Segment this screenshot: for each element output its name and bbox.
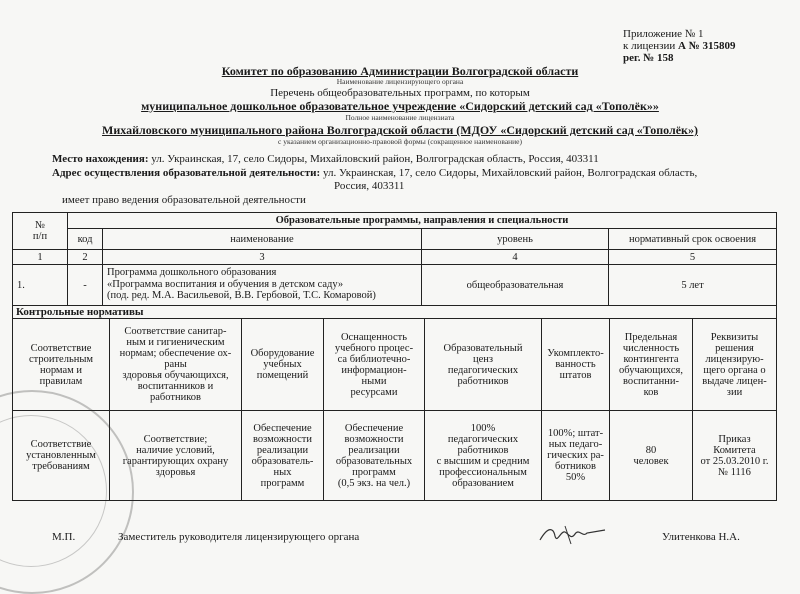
signer-position: Заместитель руководителя лицензирующего органа xyxy=(118,531,360,543)
control-value-equipment: Обеспечение возможности реализации образователь- ных программ xyxy=(251,422,314,489)
licensee-full-caption: Полное наименование лицензиата xyxy=(345,113,455,122)
index-cell: 5 xyxy=(689,251,696,263)
appendix-label: Приложение № 1 xyxy=(623,28,704,40)
license-line xyxy=(623,40,736,52)
location-value: ул. Украинская, 17, село Сидоры, Михайловский район, Волгоградская область, Россия, 403311 xyxy=(148,153,599,165)
control-header-sanitary: Соответствие санитар- ным и гигиеническим нормам; обеспечение ох- раны здоровья обучающихся, воспитанников и работников xyxy=(119,326,232,403)
group-header: Образовательные программы, направления и специальности xyxy=(275,215,569,226)
authority-caption: Наименование лицензирующего органа xyxy=(336,77,464,86)
col-header-term: нормативный срок освоения xyxy=(628,233,757,245)
address-line xyxy=(52,167,697,179)
signature xyxy=(535,518,615,548)
col-header-name: наименование xyxy=(230,233,294,245)
index-cell: 2 xyxy=(82,251,88,263)
program-name-line-3: (под. ред. М.А. Васильевой, В.В. Гербовой, Т.С. Комаровой) xyxy=(107,290,376,301)
col-header-code: код xyxy=(77,233,93,245)
program-level: общеобразовательная xyxy=(466,279,564,291)
signer-name: Улитенкова Н.А. xyxy=(662,531,740,543)
control-value-capacity: 80 человек xyxy=(633,444,669,467)
row-number: 1. xyxy=(17,279,25,291)
license-number: А № 315809 xyxy=(678,40,736,52)
control-header-equipment: Оборудование учебных помещений xyxy=(250,348,315,381)
row-code: - xyxy=(83,279,87,291)
intro-text: Перечень общеобразовательных программ, по которым xyxy=(270,87,530,99)
address-label: Адрес осуществления образовательной деятельности: xyxy=(52,167,321,179)
program-name-line-1: Программа дошкольного образования xyxy=(107,267,277,278)
location-label: Место нахождения: xyxy=(52,153,149,165)
index-cell: 3 xyxy=(259,251,265,263)
program-term: 5 лет xyxy=(681,279,704,291)
control-header-capacity: Предельная численность контингента обучающихся, воспитанни- ков xyxy=(619,331,683,398)
right-statement: имеет право ведения образовательной деятельности xyxy=(62,194,306,206)
address-value-2: Россия, 403311 xyxy=(334,180,405,192)
location-line xyxy=(52,153,599,165)
col-header-number: № п/п xyxy=(32,220,48,242)
control-value-staffing: 100%; штат- ных педаго- гических ра- ботников 50% xyxy=(547,428,604,483)
index-cell: 4 xyxy=(512,251,518,263)
address-value-1: ул. Украинская, 17, село Сидоры, Михайловский район, Волгоградская область, xyxy=(320,167,698,179)
table-line xyxy=(12,500,776,501)
authority-name: Комитет по образованию Администрации Волгоградской области xyxy=(221,64,579,78)
control-value-sanitary: Соответствие; наличие условий, гарантирующих охрану здоровья xyxy=(122,433,229,478)
control-header-qualification: Образовательный ценз педагогических работников xyxy=(443,342,523,387)
program-name-line-2: «Программа воспитания и обучения в детском саду» xyxy=(107,278,344,290)
licensee-full-name: муниципальное дошкольное образовательное учреждение «Сидорский детский сад «Тополёк»» xyxy=(141,99,659,113)
program-name xyxy=(107,267,419,302)
registration-number: рег. № 158 xyxy=(623,52,674,64)
control-header-library: Оснащенность учебного процес- са библиотечно- информацион- ными ресурсами xyxy=(334,331,414,398)
license-prefix: к лицензии xyxy=(623,40,678,52)
licensee-short-name: Михайловского муниципального района Волгоградской области (МДОУ «Сидорский детский сад «Тополёк») xyxy=(102,123,698,137)
col-header-level: уровень xyxy=(497,233,533,245)
control-norms-title: Контрольные нормативы xyxy=(16,306,144,318)
control-value-library: Обеспечение возможности реализации образовательных программ (0,5 экз. на чел.) xyxy=(335,422,413,489)
index-cell: 1 xyxy=(37,251,43,263)
table-line xyxy=(776,212,777,501)
control-header-staffing: Укомплекто- ванность штатов xyxy=(547,348,604,381)
control-value-qualification: 100% педагогических работников с высшим и средним профессиональным образованием xyxy=(436,422,530,489)
licensee-short-caption: с указанием организационно-правовой формы (сокращенное наименование) xyxy=(277,137,523,146)
control-value-decision: Приказ Комитета от 25.03.2010 г. № 1116 xyxy=(700,433,769,478)
control-header-construction: Соответствие строительным нормам и правилам xyxy=(28,342,94,387)
control-header-decision: Реквизиты решения лицензирую- щего органа о выдаче лицен- зии xyxy=(702,331,767,398)
seal-place: М.П. xyxy=(52,531,76,543)
control-value-construction: Соответствие установленным требованиям xyxy=(26,439,96,472)
